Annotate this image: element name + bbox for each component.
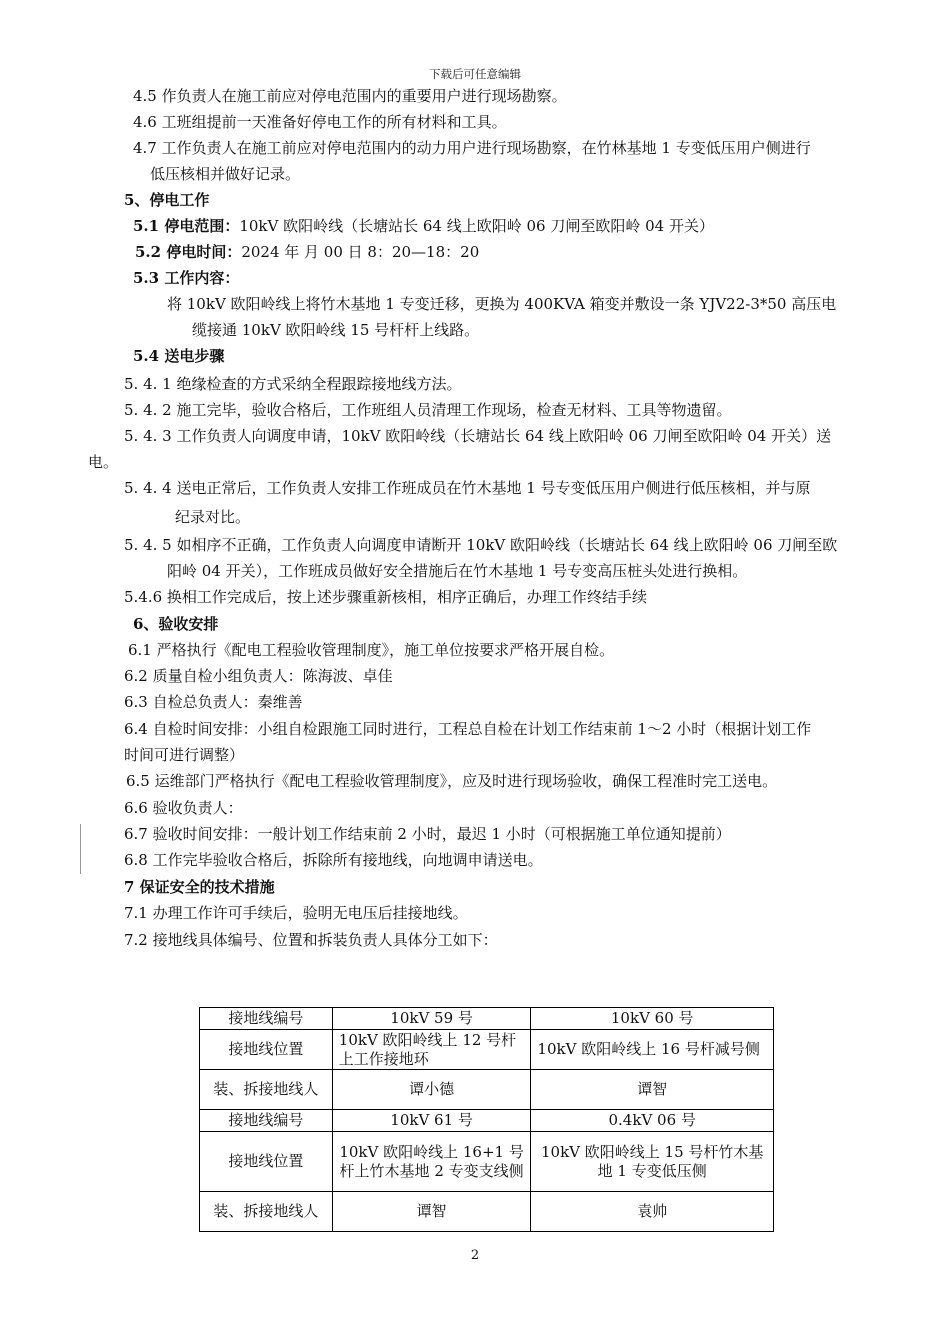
table-cell-label: 接地线编号: [200, 1008, 333, 1030]
item-5-4-5-line2: 阳岭 04 开关），工作班成员做好安全措施后在竹木基地 1 号专变高压桩头处进行换相。: [167, 562, 748, 580]
item-6-4-line1: 6.4 自检时间安排：小组自检跟施工同时进行，工程总自检在计划工作结束前 1～2 小时（根据计划工作: [124, 720, 812, 738]
item-5-3-label: 5.3 工作内容：: [133, 269, 240, 287]
item-7-2: 7.2 接地线具体编号、位置和拆装负责人具体分工如下：: [124, 931, 498, 949]
table-cell: 袁帅: [531, 1192, 774, 1232]
item-6-6: 6.6 验收负责人：: [124, 799, 243, 817]
table-cell: 谭智: [531, 1070, 774, 1110]
item-5-1-text: 10kV 欧阳岭线（长塘站长 64 线上欧阳岭 06 刀闸至欧阳岭 04 开关）: [239, 217, 714, 235]
table-cell-label: 接地线位置: [200, 1030, 333, 1070]
item-4-7-line2: 低压核相并做好记录。: [150, 165, 301, 183]
item-6-1: 6.1 严格执行《配电工程验收管理制度》，施工单位按要求严格开展自检。: [128, 641, 615, 659]
item-5-3-line1: 将 10kV 欧阳岭线上将竹木基地 1 专变迁移，更换为 400KVA 箱变并敷设一条 YJV22-3*50 高压电: [167, 295, 837, 313]
revision-bar: [80, 824, 81, 874]
item-5-1: [133, 214, 714, 238]
section-5-title: 5、停电工作: [124, 191, 210, 209]
item-4-7-line1: 4.7 工作负责人在施工前应对停电范围内的动力用户进行现场勘察，在竹林基地 1 专变低压用户侧进行: [133, 139, 811, 157]
table-cell-label: 装、拆接地线人: [200, 1192, 333, 1232]
item-5-4-3-line1: 5. 4. 3 工作负责人向调度申请，10kV 欧阳岭线（长塘站长 64 线上欧阳岭 06 刀闸至欧阳岭 04 开关）送: [124, 427, 832, 445]
item-4-5: 4.5 作负责人在施工前应对停电范围内的重要用户进行现场勘察。: [133, 87, 567, 105]
item-5-4-5-line1: 5. 4. 5 如相序不正确，工作负责人向调度申请断开 10kV 欧阳岭线（长塘站长 64 线上欧阳岭 06 刀闸至欧: [124, 536, 838, 554]
item-4-6: 4.6 工班组提前一天准备好停电工作的所有材料和工具。: [133, 113, 507, 131]
item-6-7: 6.7 验收时间安排：一般计划工作结束前 2 小时，最迟 1 小时（可根据施工单位通知提前）: [124, 825, 731, 843]
table-cell: 10kV 欧阳岭线上 15 号杆竹木基地 1 专变低压侧: [531, 1132, 774, 1192]
item-6-4-line2: 时间可进行调整）: [124, 746, 245, 764]
table-cell: 10kV 61 号: [332, 1110, 531, 1132]
item-6-5: 6.5 运维部门严格执行《配电工程验收管理制度》，应及时进行现场验收，确保工程准时完工送电。: [126, 772, 778, 790]
page-number: 2: [470, 1248, 480, 1263]
table-cell-label: 接地线位置: [200, 1132, 333, 1192]
item-5-4-4-line1: 5. 4. 4 送电正常后，工作负责人安排工作班成员在竹木基地 1 号专变低压用户侧进行低压核相，并与原: [124, 479, 811, 497]
table-cell: 10kV 59 号: [332, 1008, 531, 1030]
header-note: 下载后可任意编辑: [429, 67, 521, 81]
table-row: [200, 1008, 774, 1030]
item-5-4-2: 5. 4. 2 施工完毕，验收合格后，工作班组人员清理工作现场，检查无材料、工具等物遗留。: [124, 401, 732, 419]
table-row: [200, 1132, 774, 1192]
item-5-4-6: 5.4.6 换相工作完成后，按上述步骤重新核相，相序正确后，办理工作终结手续: [124, 588, 647, 606]
table-cell: 10kV 欧阳岭线上 16+1 号杆上竹木基地 2 专变支线侧: [332, 1132, 531, 1192]
table-cell: 10kV 欧阳岭线上 16 号杆减号侧: [531, 1030, 774, 1070]
section-7-title: 7 保证安全的技术措施: [124, 878, 275, 896]
grounding-table: [199, 1007, 774, 1232]
table-cell-label: 装、拆接地线人: [200, 1070, 333, 1110]
section-5-4-title: 5.4 送电步骤: [133, 347, 225, 365]
item-6-2: 6.2 质量自检小组负责人：陈海波、卓佳: [124, 667, 393, 685]
item-5-2: [135, 240, 479, 264]
item-5-4-4-line2: 纪录对比。: [175, 508, 251, 526]
table-row: [200, 1192, 774, 1232]
table-cell-label: 接地线编号: [200, 1110, 333, 1132]
table-cell: 10kV 60 号: [531, 1008, 774, 1030]
item-5-4-3-line2: 电。: [88, 453, 119, 471]
item-5-2-label: 5.2 停电时间：: [135, 243, 242, 261]
item-5-3-line2: 缆接通 10kV 欧阳岭线 15 号杆杆上线路。: [192, 321, 480, 339]
item-5-2-text: 2024 年 月 00 日 8：20—18：20: [241, 243, 480, 261]
table-row: [200, 1110, 774, 1132]
item-6-3: 6.3 自检总负责人：秦维善: [124, 693, 303, 711]
table-row: [200, 1070, 774, 1110]
table-cell: 谭智: [332, 1192, 531, 1232]
table-cell: 10kV 欧阳岭线上 12 号杆上工作接地环: [332, 1030, 531, 1070]
table-cell: 0.4kV 06 号: [531, 1110, 774, 1132]
section-6-title: 6、验收安排: [133, 615, 219, 633]
table-row: [200, 1030, 774, 1070]
table-cell: 谭小德: [332, 1070, 531, 1110]
item-5-4-1: 5. 4. 1 绝缘检查的方式采纳全程跟踪接地线方法。: [124, 375, 462, 393]
item-6-8: 6.8 工作完毕验收合格后，拆除所有接地线，向地调申请送电。: [124, 851, 543, 869]
item-5-1-label: 5.1 停电范围：: [133, 217, 240, 235]
item-7-1: 7.1 办理工作许可手续后，验明无电压后挂接地线。: [124, 904, 468, 922]
